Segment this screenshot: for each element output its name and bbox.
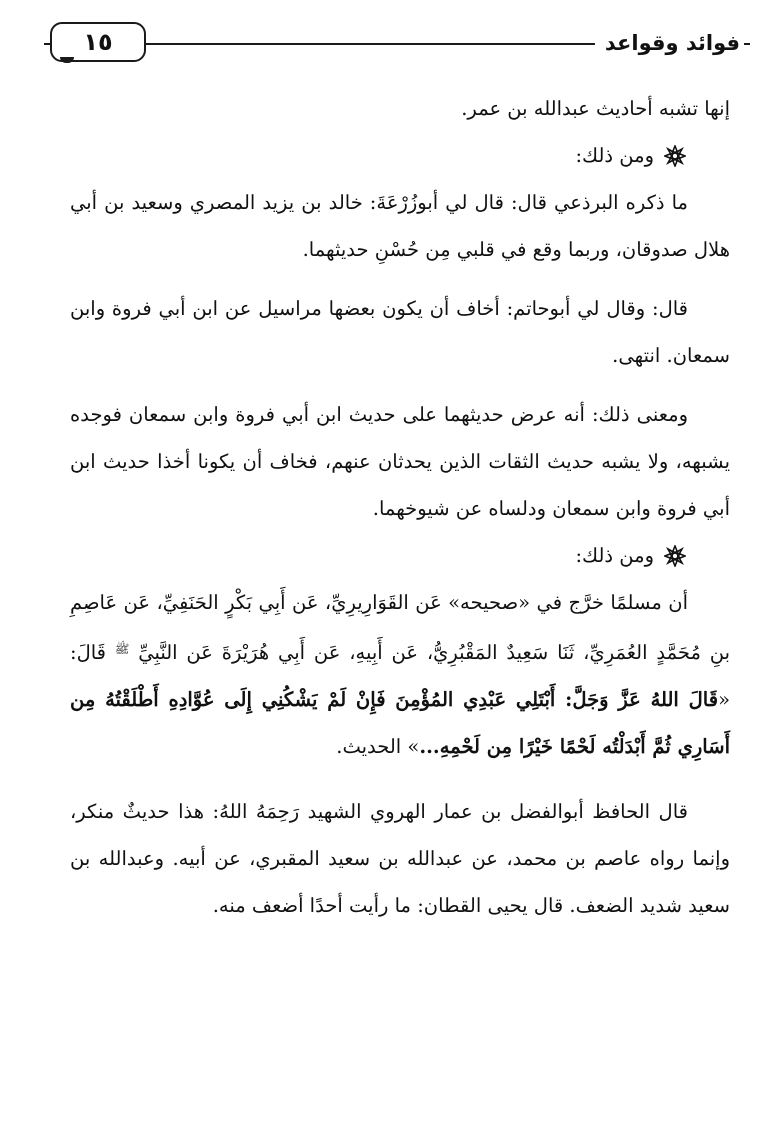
page-body <box>70 85 730 929</box>
page-number: ١٥ <box>83 28 113 56</box>
paragraph-2-text: ما ذكره البرذعي قال: قال لي أبوزُرْعَةَ: خالد بن يزيد المصري وسعيد بن أبي هلال صدوقان، وربما وقع في قلبي مِن حُسْنِ حديثهما. <box>70 191 730 261</box>
hadith-intro: قَالَ: « <box>70 641 730 711</box>
running-header <box>44 22 750 66</box>
paragraph-3 <box>70 285 730 379</box>
honorific-mark: ﷺ <box>114 642 130 656</box>
paragraph-4 <box>70 391 730 532</box>
paragraph-5 <box>70 579 730 770</box>
section-heading-text: ومن ذلك: <box>575 544 654 567</box>
hadith-outro: » الحديث. <box>336 735 420 758</box>
hadith-text: قَالَ اللهُ عَزَّ وَجَلَّ: أَبْتَلِي عَبْدِي المُؤْمِنَ فَإِنْ لَمْ يَشْكُنِي إِلَى عُوَّادِهِ أَطْلَقْتُهُ مِن أَسَارِي ثُمَّ أَبْدَلْتُه لَحْمًا خَيْرًا مِن لَحْمِهِ... <box>70 688 730 758</box>
paragraph-3-text: قال: وقال لي أبوحاتم: أخاف أن يكون بعضها مراسيل عن ابن أبي فروة وابن سمعان. انتهى. <box>70 297 730 367</box>
page-number-frame <box>50 22 146 62</box>
section-heading-text: ومن ذلك: <box>575 144 654 167</box>
hadith-isnad: أن مسلمًا خرَّج في «صحيحه» عَن القَوَارِيرِيِّ، عَن أَبِي بَكْرٍ الحَنَفِيِّ، عَن عَاصِمِ بنِ مُحَمَّدٍ العُمَرِيِّ، ثَنَا سَعِيدٌ المَقْبُرِيُّ، عَن أَبِيهِ، عَن أَبِي هُرَيْرَةَ عَن النَّبِيِّ <box>70 591 731 664</box>
flower-ornament-icon <box>664 145 686 167</box>
paragraph-4-text: ومعنى ذلك: أنه عرض حديثهما على حديث ابن أبي فروة وابن سمعان فوجده يشبهه، ولا يشبه حديث الثقات الذين يحدثان عنهم، فخاف أن يكونا أخذا حديث ابن أبي فروة وابن سمعان ودلساه عن شيوخهما. <box>70 403 730 520</box>
paragraph-1: إنها تشبه أحاديث عبدالله بن عمر. <box>461 97 730 120</box>
book-title: فوائد وقواعد <box>595 28 744 58</box>
section-heading-1 <box>70 132 730 179</box>
section-heading-2 <box>70 532 730 579</box>
paragraph-2 <box>70 179 730 273</box>
paragraph-6 <box>70 788 730 929</box>
paragraph-6-text: قال الحافظ أبوالفضل بن عمار الهروي الشهيد رَحِمَهُ اللهُ: هذا حديثٌ منكر، وإنما رواه عاصم بن محمد، عن عبدالله بن سعيد المقبري، عن أبيه. وعبدالله بن سعيد شديد الضعف. قال يحيى القطان: ما رأيت أحدًا أضعف منه. <box>70 800 730 917</box>
flower-ornament-icon <box>664 545 686 567</box>
